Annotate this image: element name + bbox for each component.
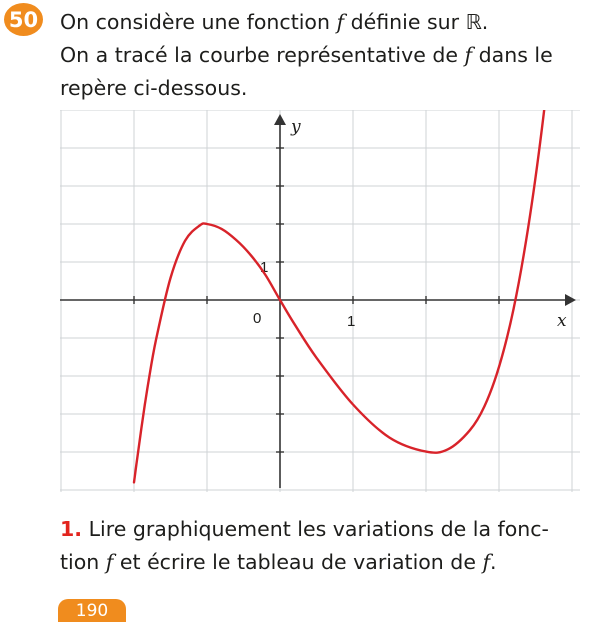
intro-text: dans le repère ci-dessous. — [60, 43, 553, 100]
question-1 — [60, 513, 605, 579]
question-text: tion — [60, 550, 106, 574]
origin-label: 0 — [253, 310, 262, 327]
function-curve — [134, 110, 570, 482]
y-axis-arrow — [274, 114, 286, 125]
question-text: Lire graphiquement les variations de la fonc- — [88, 517, 549, 541]
intro-text: On considère une fonction — [60, 10, 337, 34]
page-number-tab: 190 — [58, 599, 126, 622]
function-name: f — [464, 43, 473, 67]
function-graph — [60, 110, 580, 492]
question-text: et écrire le tableau de variation de — [113, 550, 483, 574]
question-number: 1. — [60, 517, 83, 541]
exercise-number-badge: 50 — [4, 3, 43, 36]
grid — [60, 110, 580, 492]
x-unit-label: 1 — [347, 313, 356, 330]
function-name: f — [105, 550, 114, 574]
x-axis-label: x — [557, 311, 567, 331]
function-name: f — [482, 550, 491, 574]
exercise-statement — [60, 6, 605, 105]
x-axis-arrow — [565, 294, 576, 306]
function-name: f — [336, 10, 345, 34]
y-axis-label: y — [291, 117, 301, 137]
intro-text: définie sur ℝ. — [344, 10, 489, 34]
y-unit-label: 1 — [260, 259, 269, 276]
question-text: . — [490, 550, 497, 574]
intro-text: On a tracé la courbe représentative de — [60, 43, 465, 67]
